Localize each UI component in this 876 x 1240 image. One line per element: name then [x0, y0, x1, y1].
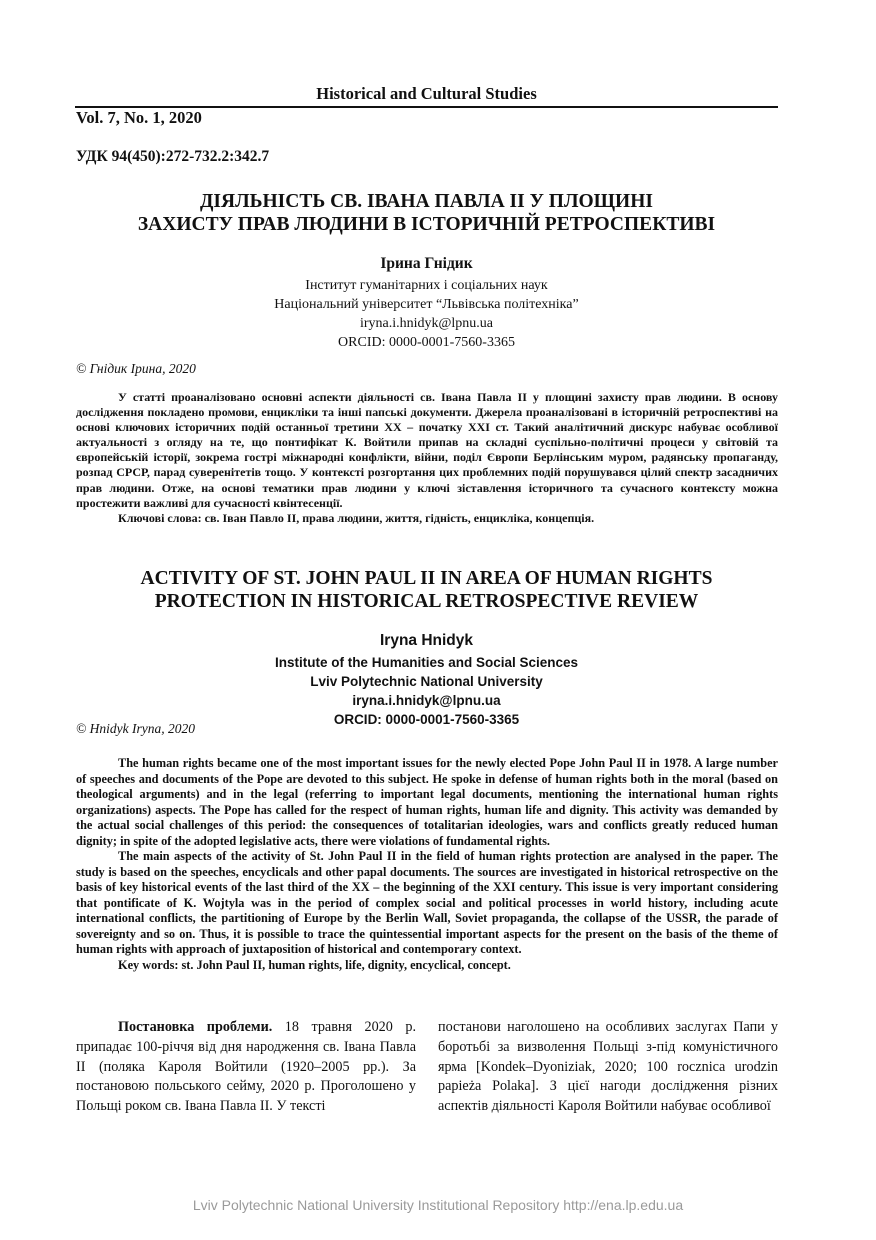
title-uk-line-1: ДІЯЛЬНІСТЬ СВ. ІВАНА ПАВЛА ІІ У ПЛОЩИНІ [200, 191, 653, 212]
udc-code: УДК 94(450):272-732.2:342.7 [76, 148, 270, 165]
abstract-en-paragraph-2: The main aspects of the activity of St. John Paul II in the field of human rights protection are analysed in the paper. The study is based on the speeches, encyclicals and other papal documents. The sources are investigated in historical retrospective on the basis of key historical events of the last third of the XX – the beginning of the XXI century. This issue is very important considering that pontificate of K. Wojtyla was in the period of complex social and political processes in world history, including acute international conflicts, the partitioning of Europe by the Berlin Wall, Soviet propaganda, the collapse of the USSR, the parade of sovereignty and so on. Thus, it is possible to trace the quintessential important aspects for the present on the basis of the theme of human rights with approach of juxtaposition of historical and contemporary context. [76, 849, 778, 956]
title-ukrainian [75, 190, 778, 236]
title-english [75, 567, 778, 613]
title-en-line-1: ACTIVITY OF ST. JOHN PAUL II IN AREA OF HUMAN RIGHTS [140, 568, 713, 589]
author-email[interactable]: iryna.i.hnidyk@lpnu.ua [359, 316, 494, 331]
affiliation-institute: Інститут гуманітарних і соціальних наук [305, 278, 548, 293]
title-en-line-2: PROTECTION IN HISTORICAL RETROSPECTIVE REVIEW [154, 591, 699, 612]
author-block-english [75, 631, 778, 729]
body-column-left [76, 1018, 416, 1117]
repository-footer: Lviv Polytechnic National University Institutional Repository http://ena.lp.edu.ua [192, 1197, 684, 1213]
affiliation-university: Національний університет “Львівська політехніка” [274, 297, 579, 312]
copyright-ukrainian: © Гнідик Ірина, 2020 [76, 361, 196, 376]
author-block-ukrainian [75, 254, 778, 352]
body-left-text: 18 травня 2020 р. припадає 100-річчя від дня народження св. Івана Павла ІІ (поляка Кароля Войтили (1920–2005 рр.). За постановою польського сейму, 2020 р. Проголошено у Польщі роком св. Івана Павла ІІ. У тексті [76, 1019, 416, 1115]
body-column-right [438, 1018, 778, 1117]
keywords-ukrainian: Ключові слова: св. Іван Павло ІІ, права людини, життя, гідність, енцикліка, концепція. [118, 510, 595, 525]
affiliation-university-en: Lviv Polytechnic National University [310, 674, 543, 689]
body-text [76, 1018, 778, 1117]
keywords-english: Key words: st. John Paul II, human rights, life, dignity, encyclical, concept. [118, 957, 511, 972]
body-right-text: постанови наголошено на особливих заслугах Папи у боротьбі за визволення Польщі з-під комуністичного ярма [Kondek–Dyoniziak, 2020; 100 rocznica urodzin papieża Polaka]. З цієї нагоди дослідження різних аспектів діяльності Кароля Войтили набуває особливої [438, 1019, 778, 1115]
abstract-ukrainian [76, 390, 778, 526]
affiliation-institute-en: Institute of the Humanities and Social Sciences [274, 655, 579, 670]
copyright-english: © Hnidyk Iryna, 2020 [76, 721, 195, 736]
author-orcid: ORCID: 0000-0001-7560-3365 [338, 335, 515, 350]
author-name-en: Iryna Hnidyk [379, 632, 474, 649]
abstract-english [76, 756, 778, 973]
journal-header: Historical and Cultural Studies [75, 84, 778, 108]
body-paragraph [76, 1018, 416, 1117]
author-name: Ірина Гнідик [380, 255, 473, 272]
section-heading-inline: Постановка проблеми. [118, 1019, 273, 1035]
author-orcid-en: ORCID: 0000-0001-7560-3365 [333, 712, 520, 727]
abstract-uk-text: У статті проаналізовано основні аспекти діяльності св. Івана Павла ІІ у площині захисту прав людини. В основу дослідження покладено промови, енцикліки та інші папські документи. Джерела проаналізовані в історичній ретроспективі на основі ключових історичних подій останньої третини ХХ – початку ХХІ ст. Такий аналітичний дискурс набуває особливої актуальності з огляду на те, що понтифікат К. Войтили припав на складні суспільно-політичні процеси у світовій та європейській історії, зокрема гострі міжнародні конфлікти, війни, поділ Європи Берлінським муром, радянську пропаганду, розпад СРСР, парад суверенітетів тощо. У контексті розгортання цих проблемних подій порушувався цілий спектр засадничих прав людини. Отже, на основі тематики прав людини у ключі зіставлення історичного та сучасного контексту можна простежити важливі для сучасності квінтесенції. [76, 390, 778, 510]
volume-info: Vol. 7, No. 1, 2020 [76, 108, 202, 127]
abstract-en-paragraph-1: The human rights became one of the most important issues for the newly elected Pope John Paul II in 1978. A large number of speeches and documents of the Pope are devoted to this subject. He spoke in defense of human rights both in the moral (based on theological arguments) and in the legal (referring to important legal documents, mentioning the international human rights organizations) aspects. The Pope has called for the respect of human rights, human life and dignity. This activity was demanded by the actual social challenges of this period: the consequences of totalitarian ideologies, wars and conflicts greatly reduced human dignity; in spite of the adopted legislative acts, there were violations of fundamental rights. [76, 756, 778, 848]
author-email-en[interactable]: iryna.i.hnidyk@lpnu.ua [352, 693, 501, 708]
title-uk-line-2: ЗАХИСТУ ПРАВ ЛЮДИНИ В ІСТОРИЧНІЙ РЕТРОСПЕКТИВІ [137, 214, 716, 235]
